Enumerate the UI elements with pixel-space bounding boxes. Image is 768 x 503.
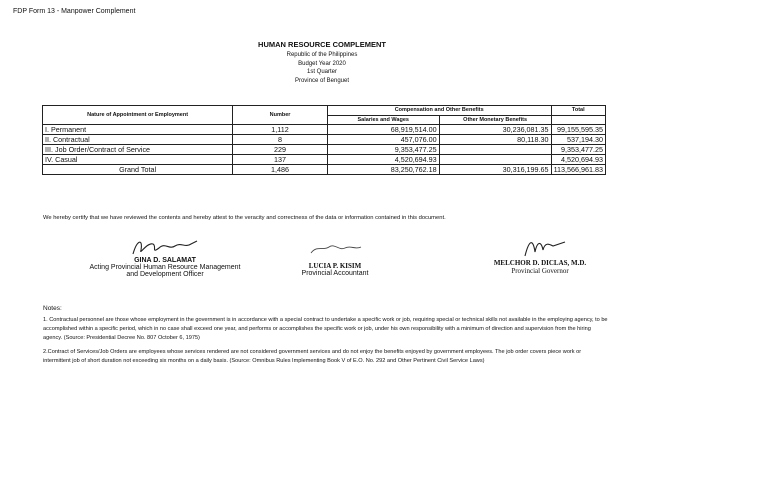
header-salaries: Salaries and Wages — [327, 115, 439, 125]
note-item: 2.Contract of Services/Job Orders are employees whose services rendered are not considered government services and do not enjoy the benefits enjoyed by government employees. The job order covers piece work or intermittent job of short duration not exceeding six months on a daily basis. (Source: Omnibus Rules Implementing Book V of E.O. No. 292 and Other Pertinent Civil Service Laws) — [43, 349, 582, 364]
signatory-role: Acting Provincial Human Resource Management — [89, 264, 241, 271]
header-total-blank — [551, 115, 605, 125]
signatory-role: Provincial Governor — [511, 267, 569, 275]
table-row — [43, 145, 606, 155]
row-other — [439, 155, 551, 165]
grand-total-label: Grand Total — [43, 165, 233, 175]
grand-total-other: 30,316,199.65 — [439, 165, 551, 175]
note-item: 1. Contractual personnel are those whose employment in the government is in accordance with a special contract to undertake a specific work or job, requiring special or technical skills not available in the employing agency, to be accomplished within a specific period, which in no case shall exceed one year, and performs or accomplishes the specific work or job, under his own responsibility with a minimum of direction and supervision from the hiring agency. (Source: Presidential Decree No. 807 October 6, 1975) — [43, 317, 608, 341]
row-number: 137 — [233, 155, 328, 165]
table-row — [43, 125, 606, 135]
row-nature: II. Contractual — [43, 135, 233, 145]
row-nature: IV. Casual — [43, 155, 233, 165]
row-number: 8 — [233, 135, 328, 145]
quarter-line: 1st Quarter — [306, 69, 337, 76]
row-other: 80,118.30 — [439, 135, 551, 145]
signatory-name: MELCHOR D. DICLAS, M.D. — [493, 259, 587, 267]
signature-scribble-icon — [495, 236, 585, 258]
signatory-role: Provincial Accountant — [301, 270, 369, 277]
hr-complement-table — [42, 105, 606, 175]
signatory-name: LUCIA P. KISIM — [308, 262, 362, 270]
row-other — [439, 145, 551, 155]
grand-total-salaries: 83,250,762.18 — [327, 165, 439, 175]
header-nature: Nature of Appointment or Employment — [43, 106, 233, 125]
grand-total-number: 1,486 — [233, 165, 328, 175]
signatory-hrmdo — [70, 236, 260, 278]
table-row — [43, 135, 606, 145]
row-number: 1,112 — [233, 125, 328, 135]
document-header — [222, 40, 422, 85]
signature-scribble-icon — [125, 236, 205, 258]
province-line: Province of Benguet — [294, 77, 350, 84]
table-row — [43, 155, 606, 165]
row-total: 4,520,694.93 — [551, 155, 605, 165]
notes-title: Notes: — [43, 305, 62, 312]
row-total: 99,155,595.35 — [551, 125, 605, 135]
row-nature: III. Job Order/Contract of Service — [43, 145, 233, 155]
grand-total-total: 113,566,961.83 — [551, 165, 605, 175]
document-title: HUMAN RESOURCE COMPLEMENT — [258, 40, 386, 49]
row-other: 30,236,081.35 — [439, 125, 551, 135]
signatory-role-2: and Development Officer — [126, 271, 204, 278]
row-nature: I. Permanent — [43, 125, 233, 135]
row-salaries: 457,076.00 — [327, 135, 439, 145]
notes-section — [43, 304, 608, 371]
signatory-accountant — [285, 241, 385, 277]
row-salaries: 68,919,514.00 — [327, 125, 439, 135]
row-salaries: 4,520,694.93 — [327, 155, 439, 165]
signatory-name: GINA D. SALAMAT — [134, 257, 196, 264]
certification-text: We hereby certify that we have reviewed the contents and hereby attest to the veracity and correctness of the data or information contained in this document. — [43, 215, 446, 221]
grand-total-row — [43, 165, 606, 175]
signatory-governor — [470, 236, 610, 275]
header-compensation: Compensation and Other Benefits — [327, 106, 551, 116]
row-total: 9,353,477.25 — [551, 145, 605, 155]
header-other-benefits: Other Monetary Benefits — [439, 115, 551, 125]
row-total: 537,194.30 — [551, 135, 605, 145]
header-total: Total — [551, 106, 605, 116]
country-line: Republic of the Philippines — [286, 52, 358, 58]
row-number: 229 — [233, 145, 328, 155]
form-label: FDP Form 13 - Manpower Complement — [13, 8, 136, 15]
signature-scribble-icon — [305, 241, 365, 257]
budget-year-line: Budget Year 2020 — [298, 60, 346, 67]
header-number: Number — [233, 106, 328, 125]
row-salaries: 9,353,477.25 — [327, 145, 439, 155]
